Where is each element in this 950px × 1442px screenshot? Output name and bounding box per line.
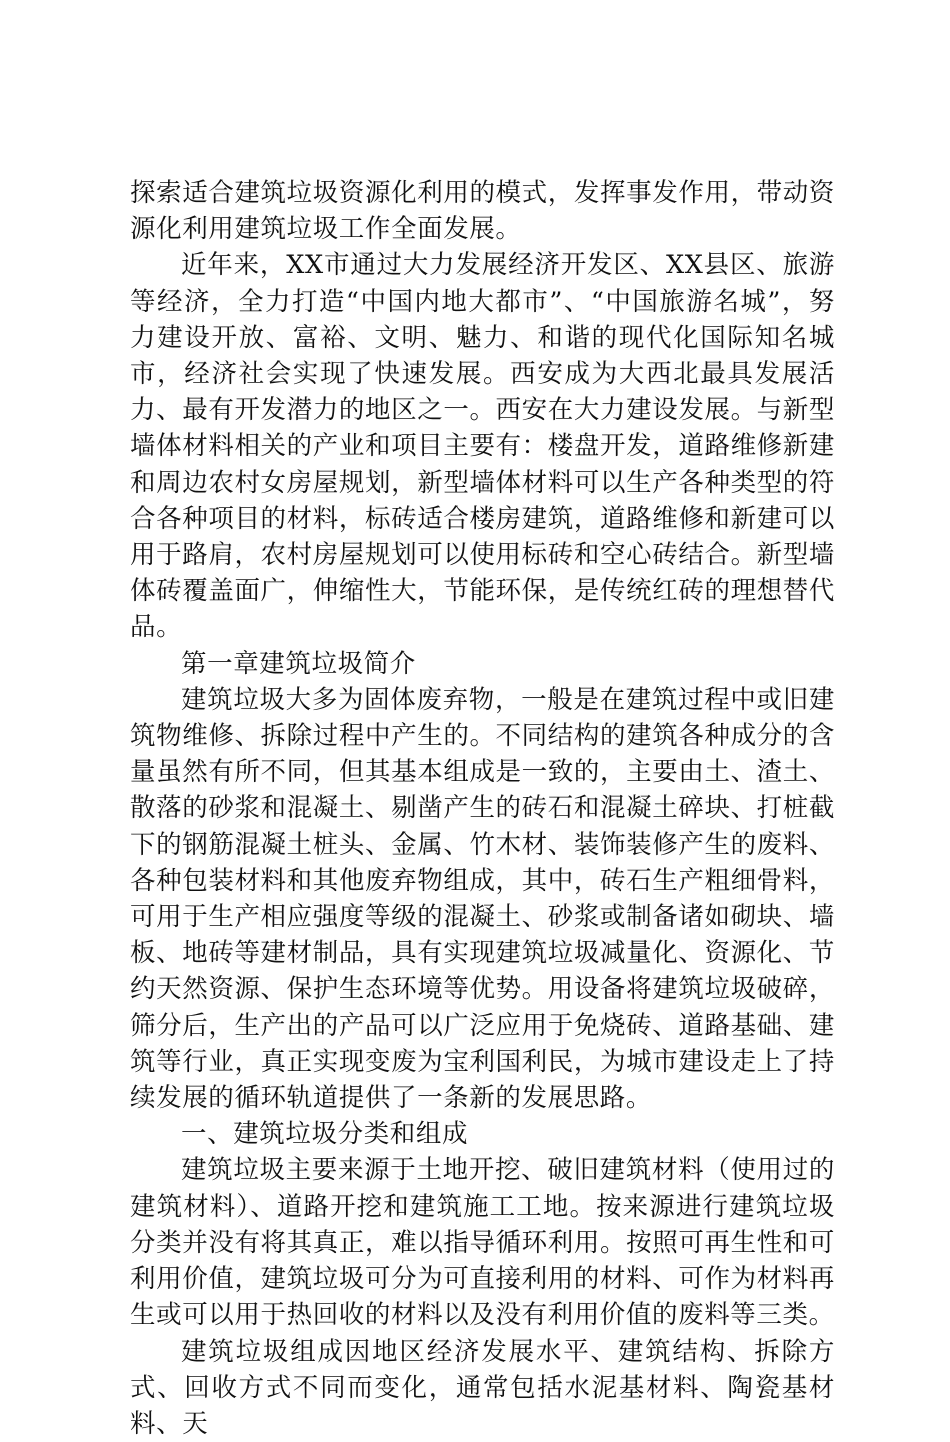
document-body: [130, 175, 835, 1442]
section-heading: 一、建筑垃圾分类和组成: [130, 1116, 835, 1152]
chapter-heading: 第一章建筑垃圾简介: [130, 646, 835, 682]
paragraph-intro-continued: 探索适合建筑垃圾资源化利用的模式，发挥事发作用，带动资源化利用建筑垃圾工作全面发展。: [130, 175, 835, 247]
paragraph-waste-intro: 建筑垃圾大多为固体废弃物，一般是在建筑过程中或旧建筑物维修、拆除过程中产生的。不同结构的建筑各种成分的含量虽然有所不同，但其基本组成是一致的，主要由土、渣土、散落的砂浆和混凝土、剔凿产生的砖石和混凝土碎块、打桩截下的钢筋混凝土桩头、金属、竹木材、装饰装修产生的废料、各种包装材料和其他废弃物组成，其中，砖石生产粗细骨料，可用于生产相应强度等级的混凝土、砂浆或制备诸如砌块、墙板、地砖等建材制品，具有实现建筑垃圾减量化、资源化、节约天然资源、保护生态环境等优势。用设备将建筑垃圾破碎，筛分后，生产出的产品可以广泛应用于免烧砖、道路基础、建筑等行业，真正实现变废为宝利国利民，为城市建设走上了持续发展的循环轨道提供了一条新的发展思路。: [130, 682, 835, 1116]
paragraph-city-development: 近年来，XX市通过大力发展经济开发区、XX县区、旅游等经济，全力打造“中国内地大都市”、“中国旅游名城”，努力建设开放、富裕、文明、魅力、和谐的现代化国际知名城市，经济社会实现了快速发展。西安成为大西北最具发展活力、最有开发潜力的地区之一。西安在大力建设发展。与新型墙体材料相关的产业和项目主要有：楼盘开发，道路维修新建和周边农村女房屋规划，新型墙体材料可以生产各种类型的符合各种项目的材料，标砖适合楼房建筑，道路维修和新建可以用于路肩，农村房屋规划可以使用标砖和空心砖结合。新型墙体砖覆盖面广，伸缩性大，节能环保，是传统红砖的理想替代品。: [130, 247, 835, 645]
paragraph-waste-composition: 建筑垃圾组成因地区经济发展水平、建筑结构、拆除方式、回收方式不同而变化，通常包括水泥基材料、陶瓷基材料、天: [130, 1334, 835, 1442]
paragraph-waste-classification: 建筑垃圾主要来源于土地开挖、破旧建筑材料（使用过的建筑材料）、道路开挖和建筑施工工地。按来源进行建筑垃圾分类并没有将其真正，难以指导循环利用。按照可再生性和可利用价值，建筑垃圾可分为可直接利用的材料、可作为材料再生或可以用于热回收的材料以及没有利用价值的废料等三类。: [130, 1152, 835, 1333]
